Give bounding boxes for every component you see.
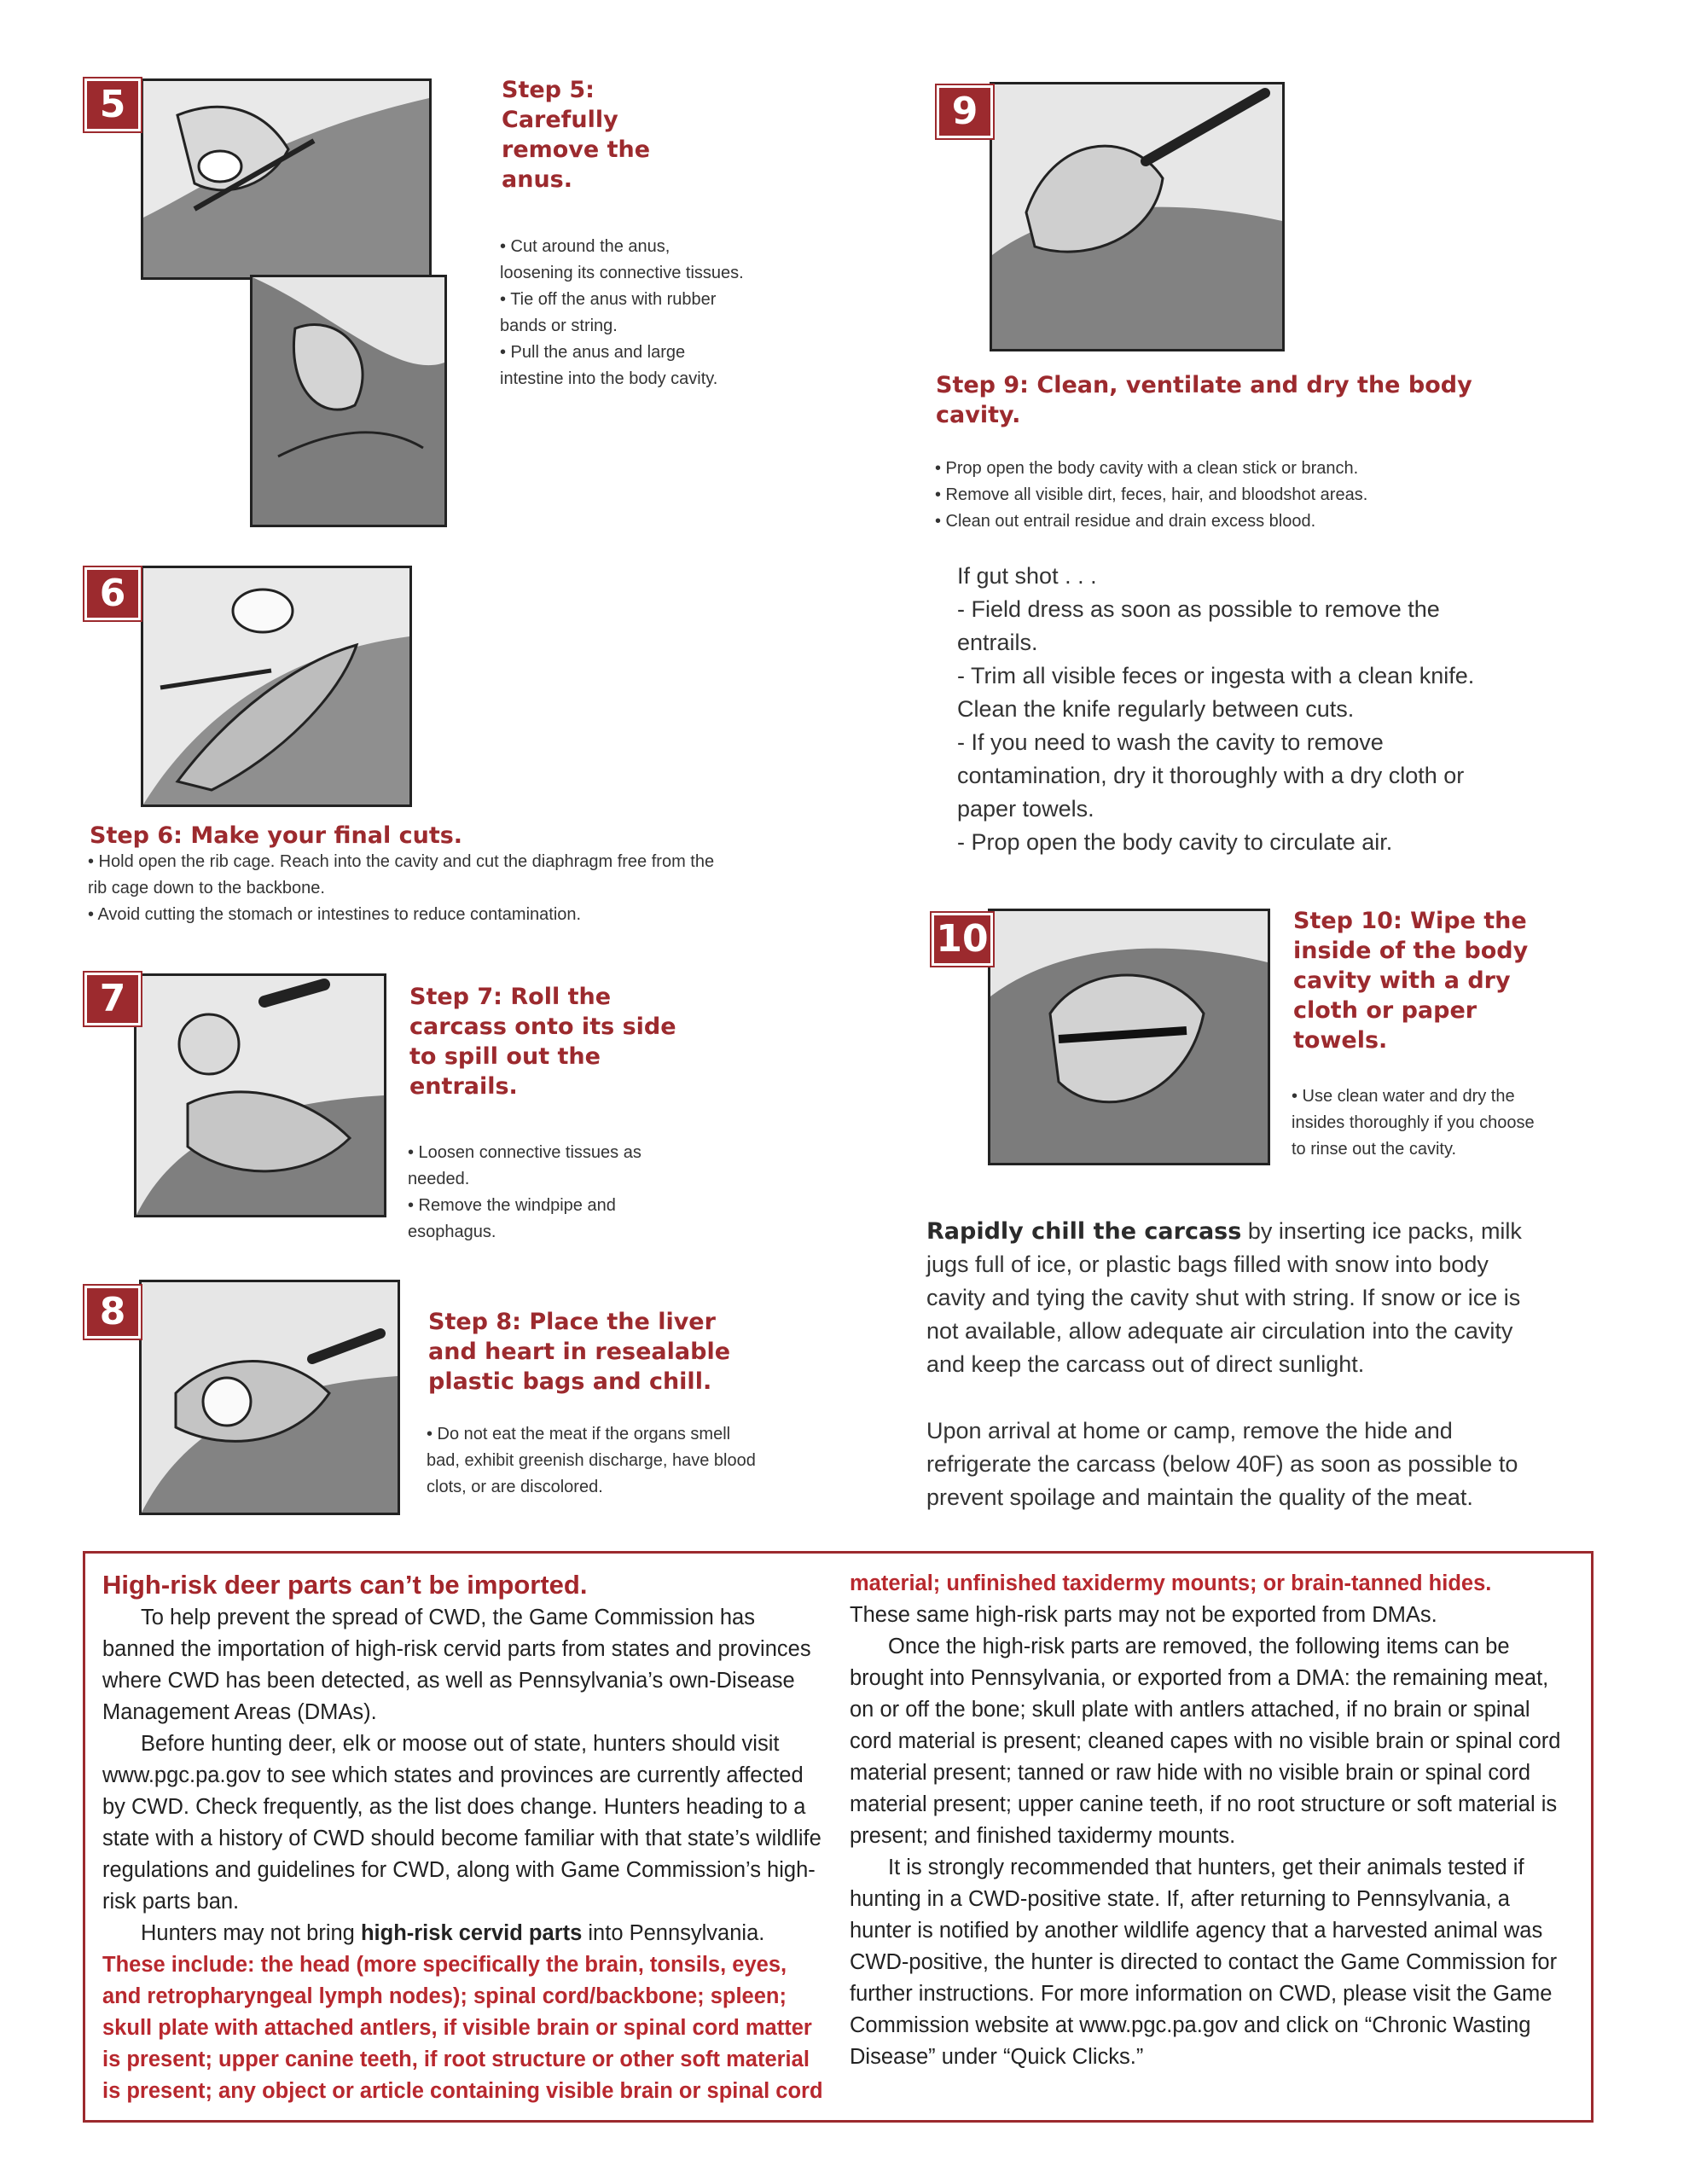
- step10-bullets: [1292, 1083, 1547, 1163]
- high-risk-left-column: [102, 1568, 823, 2107]
- step8-number-badge: 8: [84, 1286, 141, 1339]
- step8-illustration: [139, 1280, 400, 1515]
- step6-illustration: [141, 566, 412, 807]
- step6-number-badge: 6: [84, 567, 141, 620]
- high-risk-p2: Before hunting deer, elk or moose out of state, hunters should visit www.pgc.pa.gov to see which states and provinces are currently affected by CWD. Check frequently, as the list does change. Hunters heading to a state with a history of CWD should become familiar with that state’s wildlife regulations and guidelines for CWD, along with Game Commission’s high-risk parts ban.: [102, 1732, 821, 1914]
- high-risk-heading: High-risk deer parts can’t be imported.: [102, 1570, 588, 1600]
- high-risk-right-column: [850, 1568, 1570, 2073]
- p3-text: Hunters may not bring: [141, 1921, 361, 1945]
- p3-text: into Pennsylvania.: [582, 1921, 765, 1945]
- high-risk-p4: These same high-risk parts may not be exported from DMAs.: [850, 1603, 1437, 1627]
- step9-illustration: [990, 82, 1285, 351]
- step5-number-badge: 5: [84, 78, 141, 131]
- chill-paragraph: [926, 1215, 1549, 1381]
- step5-bullet: • Pull the anus and large intestine into the body cavity.: [500, 343, 718, 388]
- step6-bullet: • Hold open the rib cage. Reach into the cavity and cut the diaphragm free from the rib cage down to the backbone.: [88, 852, 715, 897]
- step6-bullets: [88, 849, 719, 928]
- arrival-paragraph: Upon arrival at home or camp, remove the hide and refrigerate the carcass (below 40F) as soon as possible to prevent spoilage and maintain the quality of the meat.: [926, 1418, 1518, 1510]
- gut-shot-line: - Trim all visible feces or ingesta with a clean knife. Clean the knife regularly between cuts.: [957, 663, 1475, 722]
- step6-bullet: • Avoid cutting the stomach or intestines to reduce contamination.: [88, 905, 582, 924]
- step5-illustration-bottom: [250, 275, 447, 527]
- step9-title: Step 9: Clean, ventilate and dry the body cavity.: [936, 372, 1472, 428]
- gut-shot-line: - Prop open the body cavity to circulate air.: [957, 829, 1393, 855]
- step7-number-badge: 7: [84, 973, 141, 1025]
- gut-shot-line: - If you need to wash the cavity to remove contamination, dry it thoroughly with a dry cloth or paper towels.: [957, 729, 1465, 822]
- step9-number-badge: 9: [937, 85, 993, 138]
- high-risk-p1: To help prevent the spread of CWD, the Game Commission has banned the importation of high-risk cervid parts from states and provinces where CWD has been detected, as well as Pennsylvania’s own-Disease Management Areas (DMAs).: [102, 1606, 811, 1724]
- high-risk-parts-list: These include: the head (more specifically the brain, tonsils, eyes, and retropharyngeal lymph nodes); spinal cord/backbone; spleen; skull plate with attached antlers, if visible brain or spinal cord matter is present; upper canine teeth, if root structure or other soft material is present; any object or article containing visible brain or spinal cord: [102, 1953, 823, 2103]
- step5-illustration-top: [141, 78, 432, 280]
- step5-bullet: • Tie off the anus with rubber bands or string.: [500, 290, 717, 335]
- step10-title: Step 10: Wipe the inside of the body cavity with a dry cloth or paper towels.: [1293, 908, 1529, 1054]
- step7-bullet: • Remove the windpipe and esophagus.: [408, 1196, 616, 1241]
- step8-bullets: [427, 1421, 768, 1501]
- step7-title: Step 7: Roll the carcass onto its side to spill out the entrails.: [409, 984, 676, 1100]
- step7-bullet: • Loosen connective tissues as needed.: [408, 1143, 642, 1188]
- step9-bullet: • Prop open the body cavity with a clean stick or branch.: [935, 459, 1359, 478]
- step7-bullets: [408, 1140, 689, 1246]
- step5-bullet: • Cut around the anus, loosening its connective tissues.: [500, 237, 744, 282]
- high-risk-p6: It is strongly recommended that hunters, get their animals tested if hunting in a CWD-positive state. If, after returning to Pennsylvania, a hunter is notified by another wildlife agency that a harvested animal was CWD-positive, the hunter is directed to contact the Game Commission for further instructions. For more information on CWD, please visit the Game Commission website at www.pgc.pa.gov and click on “Chronic Wasting Disease” under “Quick Clicks.”: [850, 1856, 1558, 2069]
- step8-title: Step 8: Place the liver and heart in resealable plastic bags and chill.: [428, 1309, 731, 1395]
- high-risk-parts-list-continued: material; unfinished taxidermy mounts; or brain-tanned hides.: [850, 1571, 1492, 1595]
- step10-bullet: • Use clean water and dry the insides thoroughly if you choose to rinse out the cavity.: [1292, 1087, 1535, 1159]
- step8-bullet: • Do not eat the meat if the organs smell bad, exhibit greenish discharge, have blood clots, or are discolored.: [427, 1425, 756, 1496]
- p3-bold: high-risk cervid parts: [360, 1921, 583, 1945]
- step9-bullet: • Remove all visible dirt, feces, hair, and bloodshot areas.: [935, 485, 1368, 504]
- gut-shot-line: If gut shot . . .: [957, 563, 1097, 589]
- step10-number-badge: 10: [932, 913, 993, 966]
- step7-illustration: [134, 973, 386, 1217]
- high-risk-p3: [102, 1918, 823, 2107]
- step6-title: Step 6: Make your final cuts.: [90, 822, 463, 849]
- gut-shot-line: - Field dress as soon as possible to remove the entrails.: [957, 596, 1440, 655]
- gut-shot-box: [957, 560, 1520, 859]
- chill-text: by inserting ice packs, milk jugs full of ice, or plastic bags filled with snow into body cavity and tying the cavity shut with string. If snow or ice is not available, allow adequate air circulation into the cavity and keep the carcass out of direct sunlight.: [926, 1218, 1522, 1377]
- chill-lead: Rapidly chill the carcass: [926, 1218, 1242, 1245]
- step9-bullet: • Clean out entrail residue and drain excess blood.: [935, 512, 1316, 531]
- high-risk-p5: Once the high-risk parts are removed, the following items can be brought into Pennsylvania, or exported from a DMA: the remaining meat, on or off the bone; skull plate with antlers attached, if no brain or spinal cord material is present; cleaned capes with no visible brain or spinal cord material present; tanned or raw hide with no visible brain or spinal cord material present; upper canine teeth, if no root structure or soft material is present; and finished taxidermy mounts.: [850, 1635, 1561, 1848]
- step9-bullets: [935, 456, 1575, 535]
- chill-carcass-text: [926, 1215, 1549, 1514]
- step10-illustration: [988, 909, 1270, 1165]
- step5-title: Step 5: Carefully remove the anus.: [502, 77, 651, 193]
- step5-bullets: [500, 234, 747, 392]
